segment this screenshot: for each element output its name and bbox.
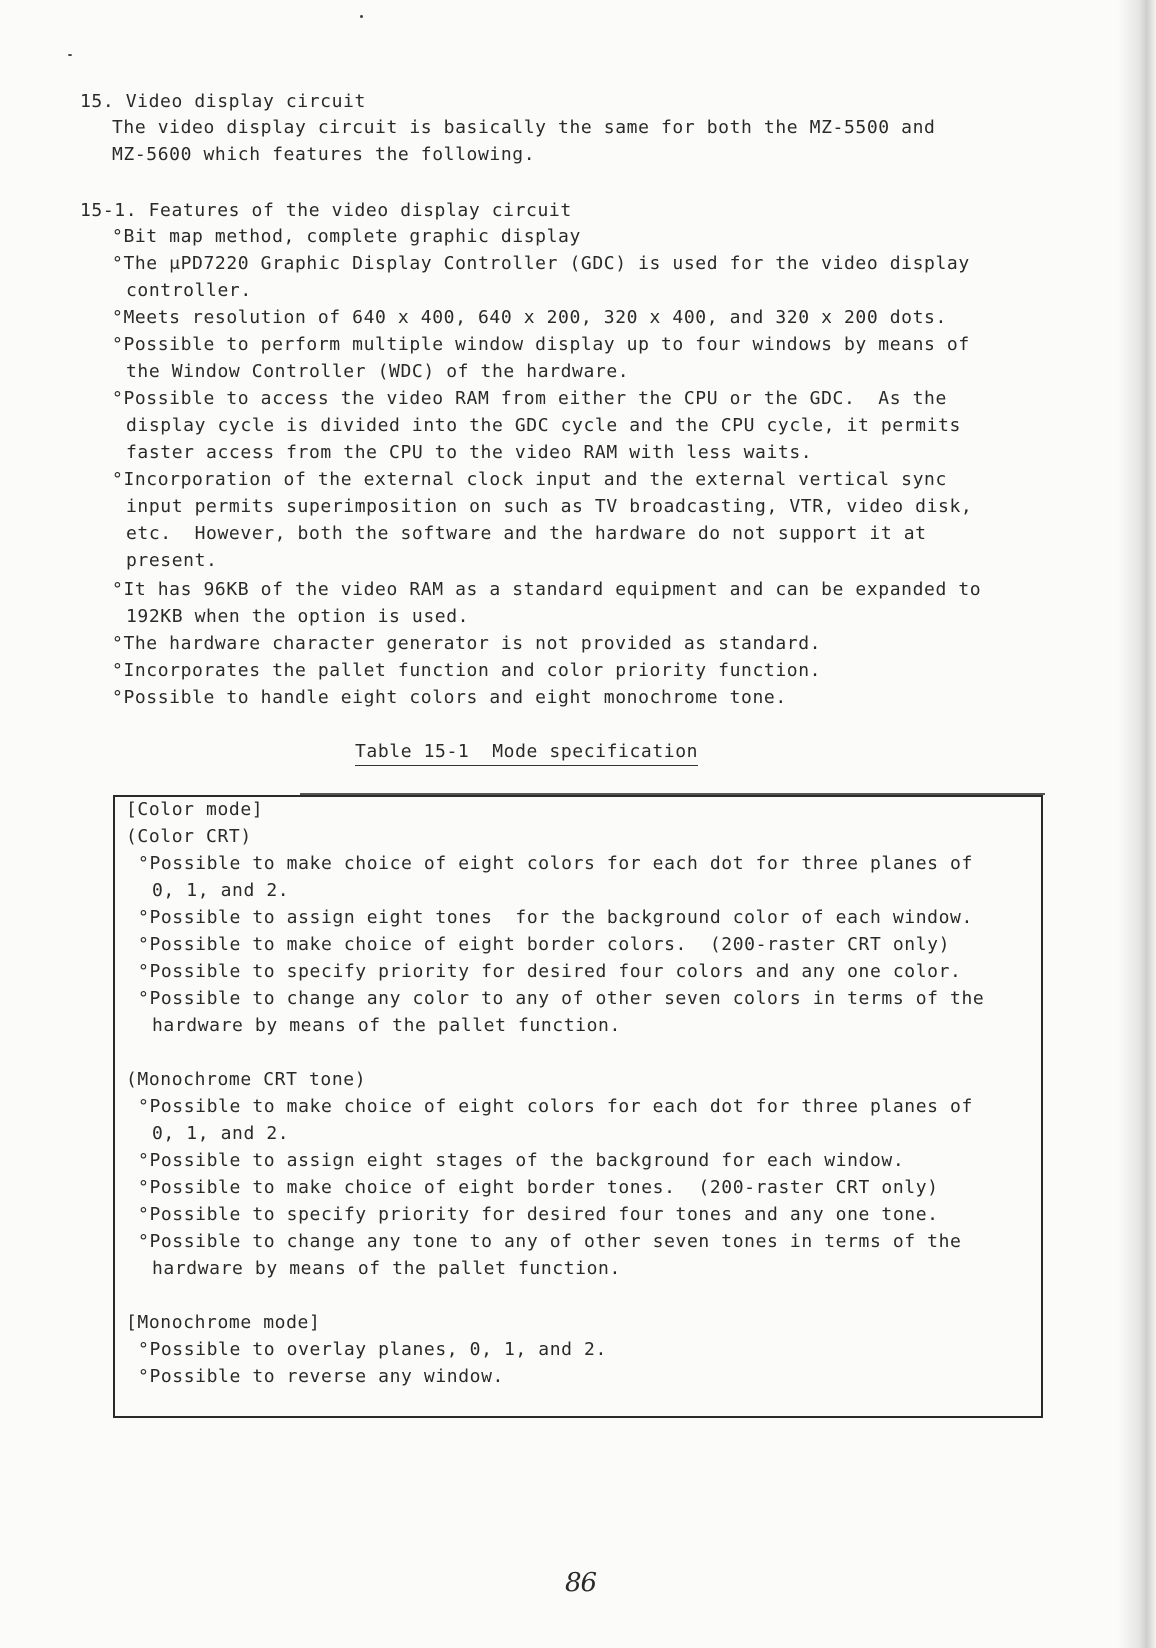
mono-crt-item-continued: 0, 1, and 2. [152, 1123, 290, 1144]
scan-edge-shadow [1118, 0, 1156, 1648]
mono-crt-heading: (Monochrome CRT tone) [126, 1069, 367, 1090]
feature-item: ° Bit map method, complete graphic display [112, 225, 581, 249]
feature-item: ° It has 96KB of the video RAM as a standard equipment and can be expanded to [112, 578, 981, 602]
mono-mode-item: ° Possible to reverse any window. [138, 1365, 504, 1389]
feature-item: ° Incorporates the pallet function and color priority function. [112, 659, 821, 683]
feature-item-continued: the Window Controller (WDC) of the hardware. [126, 361, 630, 382]
color-mode-heading: [Color mode] [126, 799, 264, 820]
mono-mode-heading: [Monochrome mode] [126, 1312, 321, 1333]
feature-item: ° Possible to perform multiple window display up to four windows by means of [112, 333, 970, 357]
mono-mode-item: ° Possible to overlay planes, 0, 1, and 2. [138, 1338, 607, 1362]
feature-item: ° Possible to access the video RAM from either the CPU or the GDC. As the [112, 387, 947, 411]
mono-crt-item: ° Possible to make choice of eight border tones. (200-raster CRT only) [138, 1176, 939, 1200]
table-caption: Table 15-1 Mode specification [355, 740, 698, 766]
mono-crt-item: ° Possible to change any tone to any of other seven tones in terms of the [138, 1230, 961, 1254]
mono-crt-item: ° Possible to assign eight stages of the background for each window. [138, 1149, 904, 1173]
feature-item: ° Incorporation of the external clock input and the external vertical sync [112, 468, 947, 492]
feature-item-continued: 192KB when the option is used. [126, 606, 470, 627]
feature-item: ° Possible to handle eight colors and eight monochrome tone. [112, 686, 787, 710]
page-number: 86 [565, 1568, 597, 1598]
mono-crt-item: ° Possible to make choice of eight colors for each dot for three planes of [138, 1095, 973, 1119]
feature-item-continued: controller. [126, 280, 252, 301]
color-crt-item: ° Possible to change any color to any of other seven colors in terms of the [138, 987, 984, 1011]
feature-item-continued: display cycle is divided into the GDC cycle and the CPU cycle, it permits [126, 415, 961, 436]
feature-item-continued: faster access from the CPU to the video RAM with less waits. [126, 442, 813, 463]
feature-item: ° The μPD7220 Graphic Display Controller (GDC) is used for the video display [112, 252, 970, 276]
color-crt-item: ° Possible to assign eight tones for the background color of each window. [138, 906, 973, 930]
color-crt-item: ° Possible to make choice of eight border colors. (200-raster CRT only) [138, 933, 950, 957]
color-crt-heading: (Color CRT) [126, 826, 252, 847]
color-crt-item: ° Possible to make choice of eight colors for each dot for three planes of [138, 852, 973, 876]
subsection-heading: 15-1. Features of the video display circuit [80, 200, 572, 221]
color-crt-item-continued: 0, 1, and 2. [152, 880, 290, 901]
feature-item-continued: present. [126, 550, 218, 571]
section-heading: 15. Video display circuit [80, 91, 366, 112]
scan-speck [360, 15, 363, 18]
intro-line: The video display circuit is basically the same for both the MZ-5500 and [112, 117, 936, 138]
feature-item: ° The hardware character generator is not provided as standard. [112, 632, 821, 656]
feature-item: ° Meets resolution of 640 x 400, 640 x 200, 320 x 400, and 320 x 200 dots. [112, 306, 947, 330]
feature-item-continued: input permits superimposition on such as TV broadcasting, VTR, video disk, [126, 496, 973, 517]
feature-item-continued: etc. However, both the software and the hardware do not support it at [126, 523, 927, 544]
intro-line: MZ-5600 which features the following. [112, 144, 536, 165]
mono-crt-item: ° Possible to specify priority for desired four tones and any one tone. [138, 1203, 939, 1227]
mono-crt-item-continued: hardware by means of the pallet function. [152, 1258, 621, 1279]
scan-speck [68, 54, 72, 56]
color-crt-item-continued: hardware by means of the pallet function. [152, 1015, 621, 1036]
color-crt-item: ° Possible to specify priority for desired four colors and any one color. [138, 960, 961, 984]
